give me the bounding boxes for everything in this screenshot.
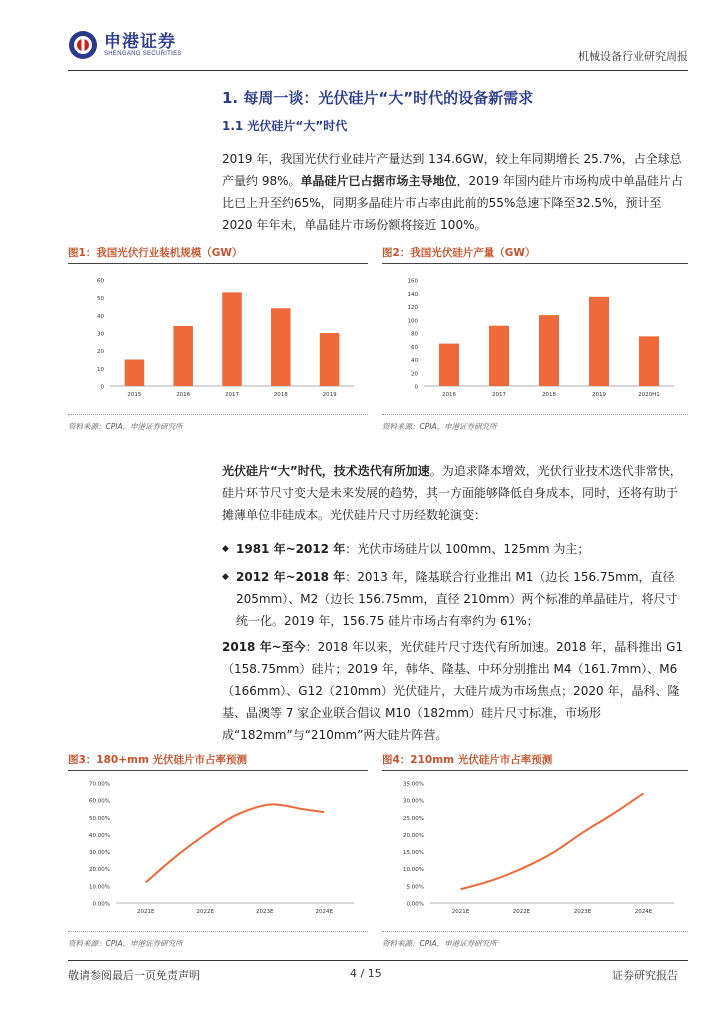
bar [589, 297, 609, 386]
figure-3 [68, 752, 368, 949]
y-tick-label: 140 [407, 291, 418, 298]
subsection-heading: 1.1 光伏硅片“大”时代 [222, 119, 348, 133]
figure-2-source: 资料来源：CPIA，申港证券研究所 [382, 422, 497, 431]
footer-report-label: 证券研究报告 [612, 969, 678, 982]
figure-4-source: 资料来源：CPIA，申港证券研究所 [382, 939, 497, 948]
y-tick-label: 60.00% [89, 798, 110, 805]
figure-2-chart [382, 264, 688, 404]
y-tick-label: 40 [97, 313, 104, 320]
figure-1-source: 资料来源：CPIA，申港证券研究所 [68, 422, 183, 431]
paragraph-1-text-a: 2019 年，我国光伏行业硅片产量达到 134.6GW，较上年同期增长 25.7%，占全球总产量约 98%。 [222, 152, 682, 188]
y-tick-label: 40.00% [89, 832, 110, 839]
x-tick-label: 2016 [442, 392, 456, 398]
x-tick-label: 2022E [196, 909, 214, 915]
x-tick-label: 2021E [137, 909, 155, 915]
x-tick-label: 2024E [634, 909, 653, 915]
figure-1-title: 图1：我国光伏行业装机规模（GW） [68, 247, 243, 259]
y-tick-label: 30 [97, 331, 104, 338]
y-tick-label: 0 [414, 384, 418, 391]
x-tick-label: 2023E [573, 909, 592, 915]
section-heading: 1. 每周一谈：光伏硅片“大”时代的设备新需求 [222, 89, 534, 107]
figure-4-title: 图4：210mm 光伏硅片市占率预测 [382, 754, 553, 766]
y-tick-label: 20 [411, 371, 418, 378]
figure-4-chart [382, 771, 688, 921]
y-tick-label: 60 [97, 278, 104, 285]
y-tick-label: 15.00% [403, 850, 424, 857]
x-tick-label: 2023E [256, 909, 274, 915]
x-tick-label: 2019 [592, 392, 606, 398]
brand-name-en: SHENGANG SECURITIES [104, 51, 182, 57]
figure-1-chart [68, 264, 368, 404]
y-tick-label: 10 [97, 366, 104, 373]
bar [173, 326, 193, 386]
bullet-item [222, 538, 687, 560]
bar [320, 333, 340, 386]
y-tick-label: 20.00% [89, 867, 110, 874]
x-tick-label: 2018 [273, 392, 288, 398]
x-tick-label: 2015 [127, 392, 142, 398]
paragraph-2 [222, 460, 687, 526]
y-tick-label: 5.00% [406, 884, 424, 891]
figure-4 [382, 752, 688, 949]
x-tick-label: 2021E [451, 909, 470, 915]
x-tick-label: 2022E [512, 909, 531, 915]
x-tick-label: 2019 [322, 392, 337, 398]
header-divider [68, 70, 688, 71]
y-tick-label: 60 [411, 344, 418, 351]
bullet-2-bold: 2012 年~2018 年 [236, 570, 346, 584]
y-tick-label: 30.00% [403, 798, 424, 805]
y-tick-label: 20 [97, 349, 104, 356]
x-tick-label: 2017 [225, 392, 239, 398]
figure-3-title: 图3：180+mm 光伏硅片市占率预测 [68, 754, 248, 766]
paragraph-1-bold: 单晶硅片已占据市场主导地位 [300, 174, 457, 188]
brand-name-cn: 申港证券 [104, 32, 176, 52]
series-line [146, 804, 325, 882]
paragraph-3-bold: 2018 年~至今 [222, 640, 306, 654]
y-tick-label: 35.00% [403, 781, 424, 788]
y-tick-label: 20.00% [403, 832, 424, 839]
y-tick-label: 120 [407, 305, 418, 311]
y-tick-label: 0.00% [92, 901, 110, 908]
bullet-1-bold: 1981 年~2012 年 [236, 542, 346, 556]
x-tick-label: 2024E [315, 909, 333, 915]
x-tick-label: 2018 [542, 392, 556, 398]
report-type: 机械设备行业研究周报 [578, 50, 688, 63]
x-tick-label: 2017 [492, 392, 506, 398]
y-tick-label: 25.00% [403, 815, 424, 822]
bar [439, 344, 459, 386]
page-header [68, 30, 688, 70]
figure-1 [68, 245, 368, 432]
figure-2 [382, 245, 688, 432]
paragraph-2-text: 。为追求降本增效，光伏行业技术迭代非常快，硅片环节尺寸变大是未来发展的趋势，其一方面能够降低自身成本，同时，还将有助于摊薄单位非硅成本。光伏硅片尺寸历经数轮演变： [222, 464, 682, 522]
y-tick-label: 0.00% [406, 901, 424, 908]
y-tick-label: 50 [97, 296, 104, 303]
y-tick-label: 10.00% [403, 867, 424, 874]
y-tick-label: 100 [407, 318, 418, 325]
y-tick-label: 160 [407, 278, 418, 285]
y-tick-label: 30.00% [89, 850, 110, 857]
y-tick-label: 80 [411, 331, 418, 338]
footer-disclaimer: 敬请参阅最后一页免责声明 [68, 969, 200, 982]
page-number: 4 / 15 [350, 967, 382, 980]
paragraph-1 [222, 148, 687, 236]
figure-3-chart [68, 771, 368, 921]
x-tick-label: 2020H1 [638, 392, 660, 398]
figure-2-title: 图2：我国光伏硅片产量（GW） [382, 247, 536, 259]
paragraph-3 [222, 636, 687, 746]
x-tick-label: 2016 [176, 392, 191, 398]
bar [125, 360, 145, 387]
bullet-2-text: ：2013 年，隆基联合行业推出 M1（边长 156.75mm，直径 205mm）、M2（边长 156.75mm，直径 210mm）两个标准的单晶硅片，将尺寸统一化。2019 年，156.75 硅片市场占有率约为 61%； [236, 570, 678, 628]
bullet-item [222, 566, 687, 632]
y-tick-label: 70.00% [89, 781, 110, 788]
brand-logo-icon [68, 30, 98, 60]
footer-divider [68, 960, 688, 961]
series-line [461, 793, 644, 889]
paragraph-3-text: ：2018 年以来，光伏硅片尺寸迭代有所加速。2018 年，晶科推出 G1（158.75mm）硅片；2019 年，韩华、隆基、中环分别推出 M4（161.7mm）、M6（166mm）、G12（210mm）光伏硅片，大硅片成为市场焦点；2020 年，晶科、隆基、晶澳等 7 家企业联合倡议 M10（182mm）硅片尺寸标准，市场形成“182mm”与“210mm”两大硅片阵营。 [222, 640, 684, 742]
paragraph-1-text-b: ，2019 年国内硅片市场构成中单晶硅片占比已上升至约65%，同期多晶硅片市占率由此前的55%急速下降至32.5%，预计至 2020 年年末，单晶硅片市场份额将接近 100%。 [222, 174, 683, 232]
bar [489, 326, 509, 386]
bullet-1-text: ：光伏市场硅片以 100mm、125mm 为主； [345, 542, 590, 556]
y-tick-label: 0 [100, 384, 104, 391]
y-tick-label: 10.00% [89, 884, 110, 891]
diamond-bullet-icon: ◆ [222, 544, 229, 554]
brand-logo [68, 30, 182, 60]
diamond-bullet-icon: ◆ [222, 572, 229, 582]
paragraph-2-bold: 光伏硅片“大”时代，技术迭代有所加速 [222, 464, 430, 478]
bar [222, 292, 242, 386]
y-tick-label: 50.00% [89, 815, 110, 822]
bar [639, 336, 659, 386]
bar [539, 315, 559, 386]
figure-3-source: 资料来源：CPIA，申港证券研究所 [68, 939, 183, 948]
bar [271, 308, 291, 386]
y-tick-label: 40 [411, 358, 418, 364]
